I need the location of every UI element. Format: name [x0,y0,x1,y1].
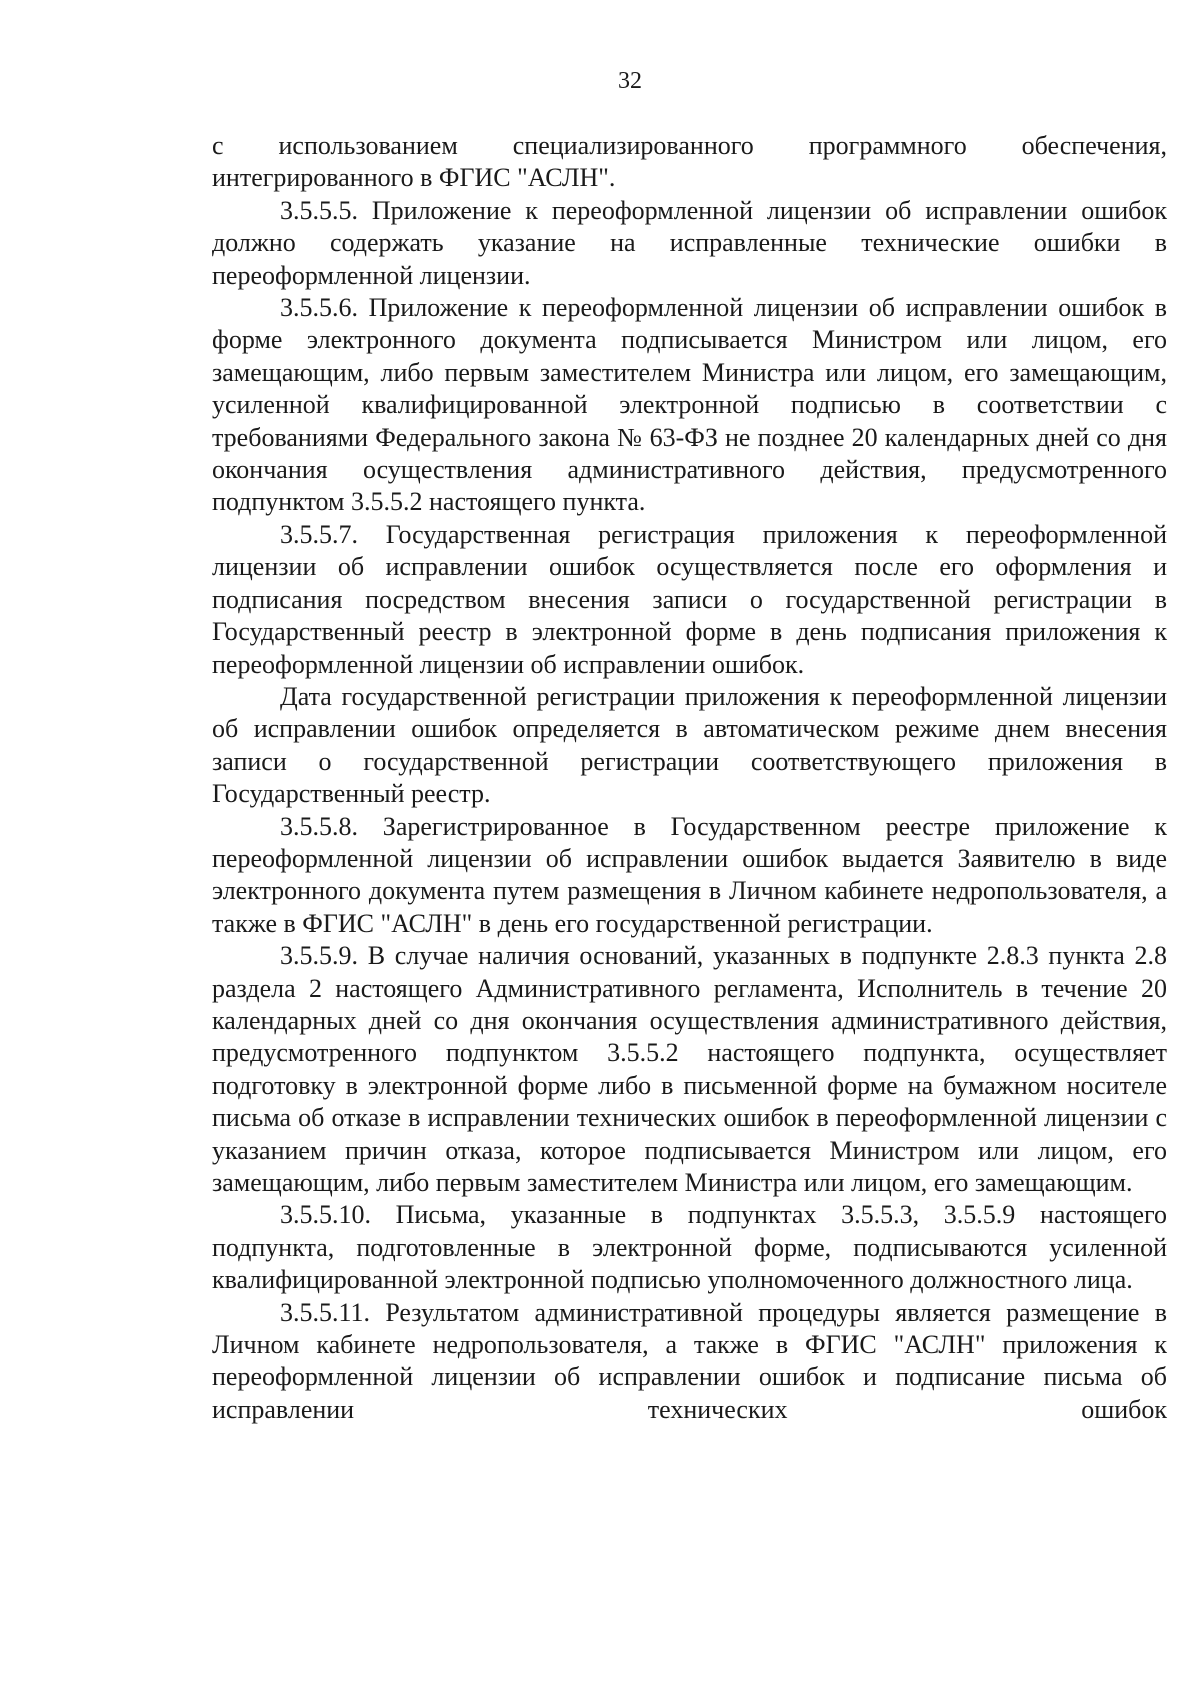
page-number: 32 [618,68,642,94]
paragraph-registration-date: Дата государственной регистрации приложения к переоформленной лицензии об исправлении ошибок определяется в автоматическом режиме днем внесения записи о государственной регистрации соответствующего приложения в Государственный реестр. [212,681,1167,809]
document-body [212,130,1167,1426]
paragraph-3-5-5-6: 3.5.5.6. Приложение к переоформленной лицензии об исправлении ошибок в форме электронного документа подписывается Министром или лицом, его замещающим, либо первым заместителем Министра или лицом, его замещающим, усиленной квалифицированной электронной подписью в соответствии с требованиями Федерального закона № 63-ФЗ не позднее 20 календарных дней со дня окончания осуществления административного действия, предусмотренного подпунктом 3.5.5.2 настоящего пункта. [212,293,1167,517]
paragraph-3-5-5-9: 3.5.5.9. В случае наличия оснований, указанных в подпункте 2.8.3 пункта 2.8 раздела 2 настоящего Административного регламента, Исполнитель в течение 20 календарных дней со дня окончания осуществления административного действия, предусмотренного подпунктом 3.5.5.2 настоящего подпункта, осуществляет подготовку в электронной форме либо в письменной форме на бумажном носителе письма об отказе в исправлении технических ошибок в переоформленной лицензии с указанием причин отказа, которое подписывается Министром или лицом, его замещающим, либо первым заместителем Министра или лицом, его замещающим. [212,941,1167,1197]
paragraph-3-5-5-10: 3.5.5.10. Письма, указанные в подпунктах 3.5.5.3, 3.5.5.9 настоящего подпункта, подготовленные в электронной форме, подписываются усиленной квалифицированной электронной подписью уполномоченного должностного лица. [212,1200,1167,1295]
paragraph-3-5-5-8: 3.5.5.8. Зарегистрированное в Государственном реестре приложение к переоформленной лицензии об исправлении ошибок выдается Заявителю в виде электронного документа путем размещения в Личном кабинете недропользователя, а также в ФГИС "АСЛН" в день его государственной регистрации. [212,811,1167,938]
paragraph-continuation: с использованием специализированного программного обеспечения, интегрированного в ФГИС "АСЛН". [212,131,1167,193]
paragraph-3-5-5-5: 3.5.5.5. Приложение к переоформленной лицензии об исправлении ошибок должно содержать указание на исправленные технические ошибки в переоформленной лицензии. [212,195,1167,290]
paragraph-3-5-5-7: 3.5.5.7. Государственная регистрация приложения к переоформленной лицензии об исправлении ошибок осуществляется после его оформления и подписания посредством внесения записи о государственной регистрации в Государственный реестр в электронной форме в день подписания приложения к переоформленной лицензии об исправлении ошибок. [212,519,1167,679]
paragraph-3-5-5-11: 3.5.5.11. Результатом административной процедуры является размещение в Личном кабинете недропользователя, а также в ФГИС "АСЛН" приложения к переоформленной лицензии об исправлении ошибок и подписание письма об исправлении технических ошибок [212,1297,1167,1424]
